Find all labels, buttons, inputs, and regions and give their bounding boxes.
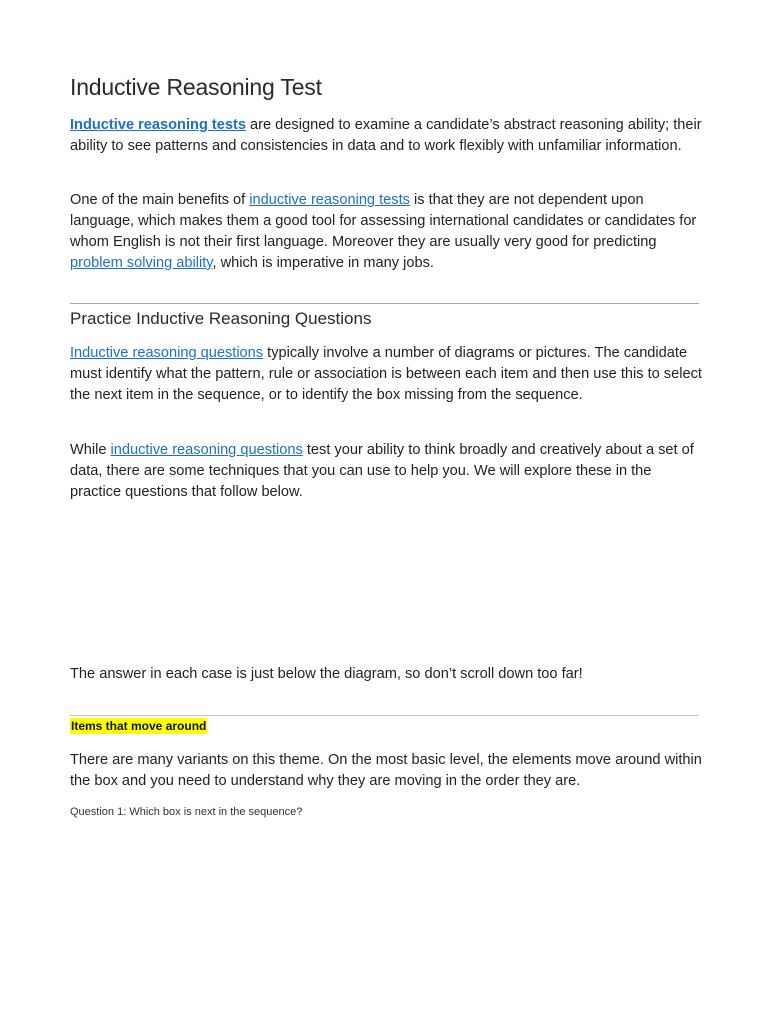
- intro-paragraph-2-pre: One of the main benefits of: [70, 192, 250, 208]
- intro-paragraph-2-post: , which is imperative in many jobs.: [212, 255, 434, 271]
- inductive-reasoning-questions-link[interactable]: Inductive reasoning questions: [70, 345, 264, 361]
- practice-paragraph-2-post: test your ability to think broadly and creatively about a set of data, there are some techniques that you can use to help you. We will explore these in the practice questions that follow below.: [70, 442, 694, 500]
- practice-paragraph-2-pre: While: [70, 442, 111, 458]
- intro-paragraph-2-mid: is that they are not dependent upon language, which makes them a good tool for assessing international candidates or candidates for whom English is not their first language. Moreover they are usually very good for predicting: [70, 192, 697, 250]
- practice-paragraph-1: [70, 343, 702, 406]
- question-1-prompt: Question 1: Which box is next in the sequence?: [70, 806, 303, 818]
- variants-paragraph: There are many variants on this theme. On the most basic level, the elements move around within the box and you need to understand why they are moving in the order they are.: [70, 752, 702, 789]
- section-divider: [70, 303, 699, 304]
- highlighted-subheading: Items that move around: [71, 719, 207, 733]
- problem-solving-ability-link[interactable]: problem solving ability: [70, 255, 213, 271]
- page-title: Inductive Reasoning Test: [70, 74, 322, 100]
- answer-note: The answer in each case is just below the diagram, so don’t scroll down too far!: [70, 666, 583, 682]
- inductive-reasoning-questions-link-2[interactable]: inductive reasoning questions: [110, 442, 303, 458]
- inductive-reasoning-tests-link-2[interactable]: inductive reasoning tests: [249, 192, 410, 208]
- intro-paragraph-1-text: are designed to examine a candidate’s abstract reasoning ability; their ability to see patterns and consistencies in data and to work flexibly with unfamiliar information.: [70, 117, 702, 154]
- subsection-divider: [70, 715, 699, 716]
- intro-paragraph-1: [70, 115, 702, 157]
- practice-paragraph-2: [70, 440, 702, 503]
- practice-heading: Practice Inductive Reasoning Questions: [70, 309, 372, 328]
- intro-paragraph-2: [70, 190, 702, 274]
- practice-paragraph-1-text: typically involve a number of diagrams or pictures. The candidate must identify what the pattern, rule or association is between each item and then use this to select the next item in the sequence, or to identify the box missing from the sequence.: [70, 345, 702, 403]
- inductive-reasoning-tests-link[interactable]: Inductive reasoning tests: [70, 117, 246, 133]
